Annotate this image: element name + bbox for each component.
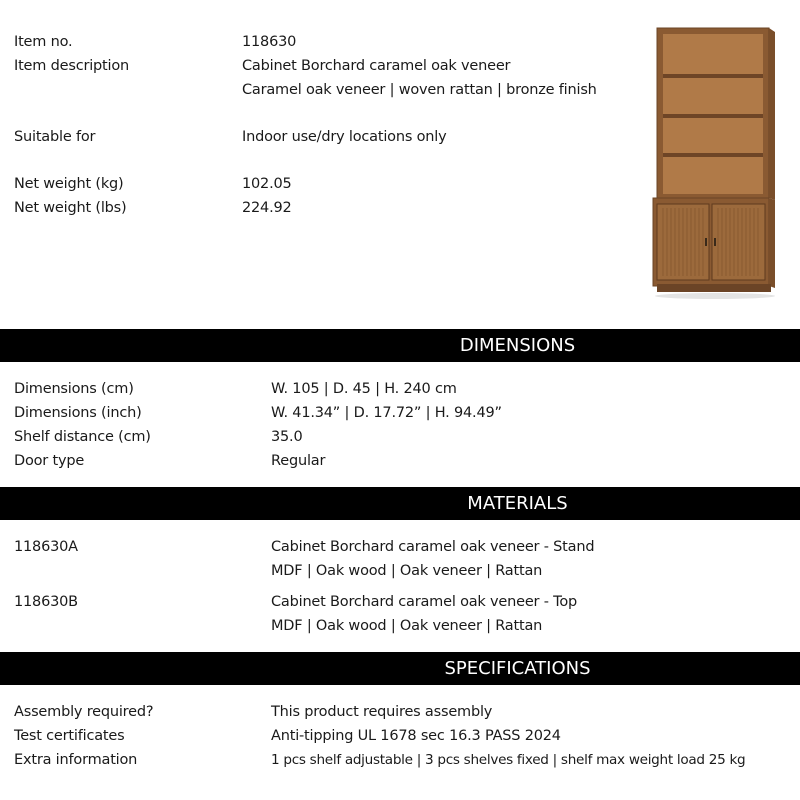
specifications-header-bar — [0, 652, 800, 685]
floor-shadow — [655, 293, 775, 299]
shelf-2 — [663, 114, 763, 118]
dimensions-inch-value: W. 41.34” | D. 17.72” | H. 94.49” — [271, 405, 502, 421]
right-door-handle — [714, 238, 716, 246]
assembly-required-value: This product requires assembly — [271, 704, 493, 720]
net-weight-lbs-value: 224.92 — [242, 200, 292, 216]
suitable-for-label: Suitable for — [14, 129, 96, 145]
door-type-label: Door type — [14, 453, 85, 469]
material-code-b: 118630B — [14, 594, 78, 610]
net-weight-kg-label: Net weight (kg) — [14, 176, 124, 192]
extra-information-value: 1 pcs shelf adjustable | 3 pcs shelves fixed | shelf max weight load 25 kg — [271, 752, 746, 768]
dimensions-header-bar — [0, 329, 800, 362]
net-weight-lbs-label: Net weight (lbs) — [14, 200, 127, 216]
materials-header: MATERIALS — [467, 493, 568, 514]
dimensions-cm-value: W. 105 | D. 45 | H. 240 cm — [271, 381, 457, 397]
shelf-distance-label: Shelf distance (cm) — [14, 429, 151, 445]
item-description-label: Item description — [14, 58, 130, 74]
stand-side-panel — [769, 198, 775, 288]
net-weight-kg-value: 102.05 — [242, 176, 292, 192]
item-no-value: 118630 — [242, 34, 297, 50]
materials-header-bar — [0, 487, 800, 520]
suitable-for-value: Indoor use/dry locations only — [242, 129, 447, 145]
dimensions-header: DIMENSIONS — [459, 335, 576, 356]
specifications-header: SPECIFICATIONS — [444, 658, 591, 679]
material-code-a: 118630A — [14, 539, 78, 555]
material-list-b: MDF | Oak wood | Oak veneer | Rattan — [271, 618, 543, 634]
assembly-required-label: Assembly required? — [14, 704, 154, 720]
dimensions-cm-label: Dimensions (cm) — [14, 381, 134, 397]
door-type-value: Regular — [271, 453, 326, 469]
extra-information-label: Extra information — [14, 752, 138, 768]
test-certificates-label: Test certificates — [14, 728, 125, 744]
material-name-a: Cabinet Borchard caramel oak veneer - Stand — [271, 539, 595, 555]
right-door — [712, 204, 765, 280]
cabinet-product-image — [645, 22, 780, 302]
shelf-1 — [663, 74, 763, 78]
shelf-3 — [663, 153, 763, 157]
item-description-line1: Cabinet Borchard caramel oak veneer — [242, 58, 511, 74]
cabinet-side-panel — [769, 28, 775, 200]
left-door-handle — [705, 238, 707, 246]
cabinet-plinth — [657, 284, 771, 292]
item-no-label: Item no. — [14, 34, 73, 50]
shelf-distance-value: 35.0 — [271, 429, 303, 445]
dimensions-inch-label: Dimensions (inch) — [14, 405, 142, 421]
test-certificates-value: Anti-tipping UL 1678 sec 16.3 PASS 2024 — [271, 728, 561, 744]
material-name-b: Cabinet Borchard caramel oak veneer - Top — [271, 594, 578, 610]
material-list-a: MDF | Oak wood | Oak veneer | Rattan — [271, 563, 543, 579]
item-description-line2: Caramel oak veneer | woven rattan | bronze finish — [242, 82, 597, 98]
